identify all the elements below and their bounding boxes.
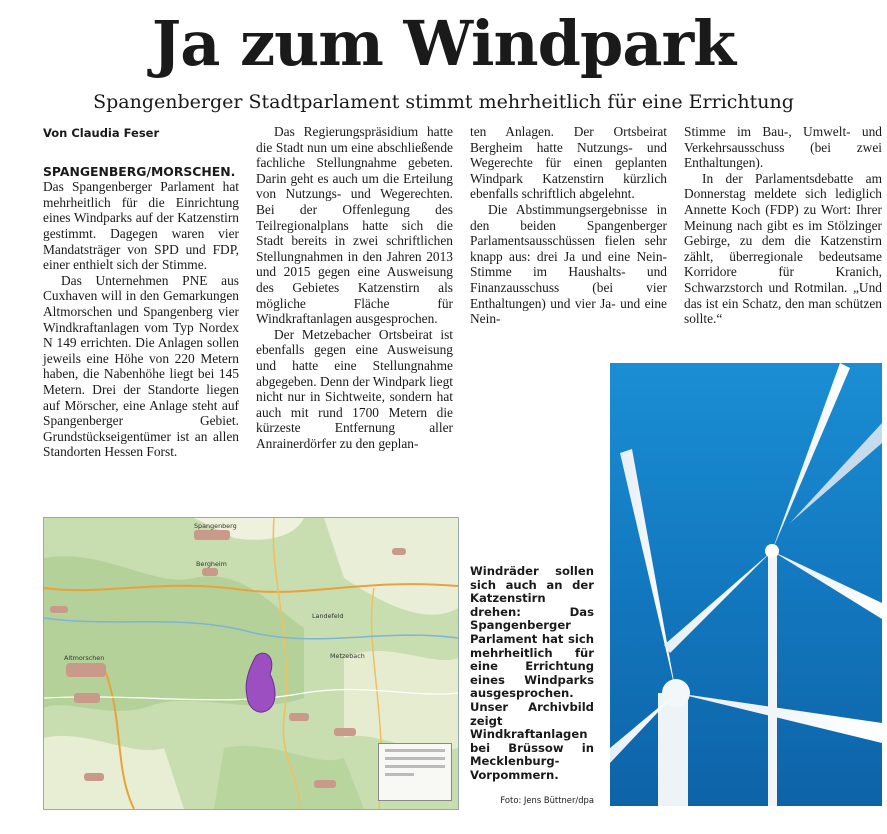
article-column-1 <box>43 124 239 460</box>
paragraph: Die Abstimmungsergebnisse in den beiden Spangenberger Parlamentsausschüssen fielen sehr knapp aus: drei Ja und eine Nein-Stimme im Haushalts- und Finanzausschuss (bei vier Enthaltungen) und vier Ja- und eine Nein- <box>470 201 667 327</box>
paragraph: Das Regierungspräsidium hatte die Stadt nun um eine abschließende fachliche Stellungnahme gebeten. Darin geht es auch um die Erteilung von Nutzungs- und Wegerechten. Bei der Offenlegung des Teilregionalplans hatte sich die Stadt bereits in zwei schriftlichen Stellungnahmen in den Jahren 2013 und 2015 gegen eine Ausweisung des Gebietes Katzenstirn als mögliche Fläche für Windkraftanlagen ausgesprochen. <box>256 124 453 327</box>
paragraph: Stimme im Bau-, Umwelt- und Verkehrsausschuss (bei zwei Enthaltungen). <box>684 124 882 171</box>
photo-caption: Windräder sollen sich auch an der Katzenstirn drehen: Das Spangenberger Parlament hat sich mehrheitlich für eine Errichtung eines Windparks ausgesprochen. Unser Archivbild zeigt Windkraftanlagen bei Brüssow in Mecklenburg-Vorpommern. <box>470 564 594 782</box>
dateline: SPANGENBERG/MORSCHEN. <box>43 163 236 179</box>
paragraph: Das Spangenberger Parlament hat mehrheitlich für die Einrichtung eines Windparks auf der Katzenstirn gestimmt. Dagegen waren vier Mandatsträger von SPD und FDP, einer enthielt sich der Stimme. <box>43 179 239 273</box>
map-label: Metzebach <box>330 652 365 660</box>
byline: Von Claudia Feser <box>43 126 160 140</box>
paragraph: Der Metzebacher Ortsbeirat ist ebenfalls gegen eine Ausweisung und hatte eine Stellungnahme abgegeben. Denn der Windpark liegt nicht nur in Sichtweite, sondern hat auch mit rund 1700 Metern die kürzeste Entfernung aller Anrainerdörfer zu den geplan- <box>256 326 453 451</box>
map-label: Spangenberg <box>194 522 237 530</box>
article-column-4 <box>684 124 882 327</box>
location-map <box>43 517 459 810</box>
article-column-3 <box>470 124 667 327</box>
article-column-2 <box>256 124 453 451</box>
subheadline: Spangenberger Stadtparlament stimmt mehrheitlich für eine Errichtung <box>93 91 794 113</box>
wind-turbine-graphic <box>610 363 882 806</box>
photo-credit: Foto: Jens Büttner/dpa <box>500 795 594 805</box>
headline: Ja zum Windpark <box>151 7 736 80</box>
map-label: Landefeld <box>312 612 344 620</box>
paragraph: Das Unternehmen PNE aus Cuxhaven will in den Gemarkungen Altmorschen und Spangenberg vier Windkraftanlagen vom Typ Nordex N 149 errichten. Die Anlagen sollen jeweils eine Höhe von 220 Metern haben, die Nabenhöhe liegt bei 145 Metern. Drei der Standorte liegen auf Mörscher, eine Anlage steht auf Spangenberger Gebiet. Grundstückseigentümer ist an allen Standorten Hessen Forst. <box>43 272 239 460</box>
paragraph: ten Anlagen. Der Ortsbeirat Bergheim hatte Nutzungs- und Wegerechte für einen geplanten Windpark Katzenstirn kürzlich ebenfalls schriftlich abgelehnt. <box>470 124 667 202</box>
map-legend <box>378 743 452 801</box>
paragraph: In der Parlamentsdebatte am Donnerstag meldete sich lediglich Annette Koch (FDP) zu Wort: Ihrer Meinung nach gibt es im Stölzinger Gebirge, zu dem die Katzenstirn zählt, überregionale bedeutsame Korridore für Kranich, Schwarzstorch und Rotmilan. „Und das ist ein Schatz, den man schützen sollte.“ <box>684 170 882 327</box>
wind-turbine-photo <box>610 363 882 806</box>
map-label: Altmorschen <box>64 654 105 662</box>
map-label: Bergheim <box>196 560 227 568</box>
